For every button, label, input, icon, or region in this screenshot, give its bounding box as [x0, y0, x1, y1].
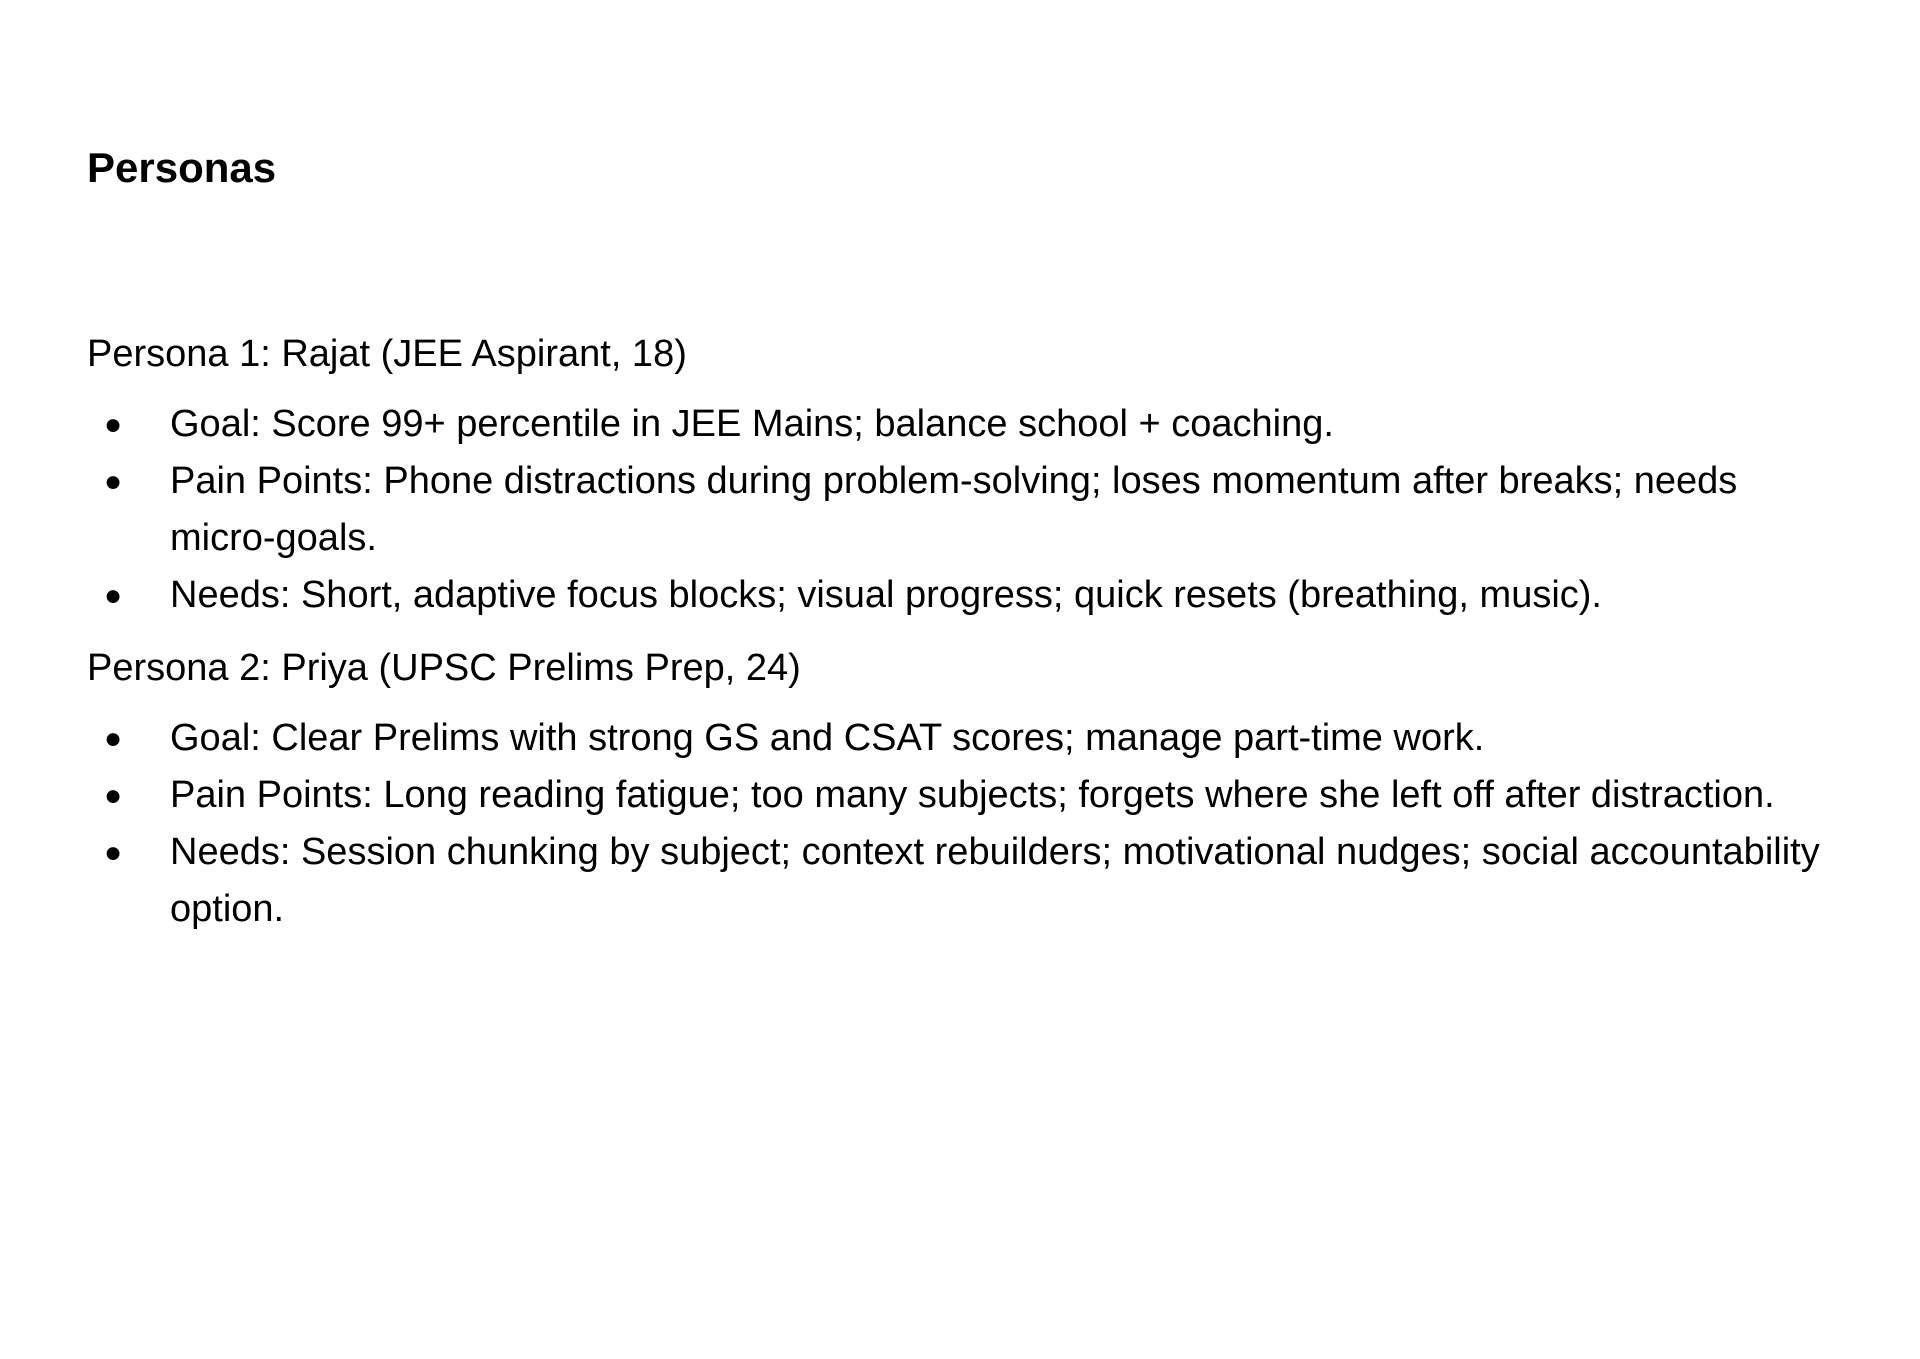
- bullet-icon: ●: [104, 836, 123, 869]
- bullet-icon: ●: [104, 722, 123, 755]
- bullet-text: Needs: Session chunking by subject; context rebuilders; motivational nudges; social accountability option.: [170, 831, 1820, 930]
- bullet-icon: ●: [104, 779, 123, 812]
- persona-bullet-list: [87, 710, 1847, 938]
- bullet-icon: ●: [104, 408, 123, 441]
- persona-heading: Persona 1: Rajat (JEE Aspirant, 18): [87, 333, 687, 375]
- persona-section-priya: [87, 640, 1847, 938]
- bullet-item-pain-points: [87, 767, 1847, 824]
- persona-bullet-list: [87, 396, 1847, 624]
- bullet-text: Goal: Clear Prelims with strong GS and CSAT scores; manage part-time work.: [170, 717, 1485, 759]
- bullet-text: Needs: Short, adaptive focus blocks; visual progress; quick resets (breathing, music).: [170, 574, 1602, 616]
- bullet-item-needs: [87, 824, 1847, 938]
- bullet-icon: ●: [104, 579, 123, 612]
- persona-section-rajat: [87, 326, 1847, 624]
- bullet-icon: ●: [104, 465, 123, 498]
- bullet-text: Pain Points: Long reading fatigue; too many subjects; forgets where she left off after distraction.: [170, 774, 1775, 816]
- persona-heading: Persona 2: Priya (UPSC Prelims Prep, 24): [87, 647, 801, 689]
- document-title: Personas: [87, 144, 277, 191]
- bullet-text: Pain Points: Phone distractions during problem-solving; loses momentum after breaks; needs micro-goals.: [170, 460, 1738, 559]
- bullet-text: Goal: Score 99+ percentile in JEE Mains; balance school + coaching.: [170, 403, 1334, 445]
- bullet-item-goal: [87, 710, 1847, 767]
- bullet-item-pain-points: [87, 453, 1847, 567]
- bullet-item-needs: [87, 567, 1847, 624]
- bullet-item-goal: [87, 396, 1847, 453]
